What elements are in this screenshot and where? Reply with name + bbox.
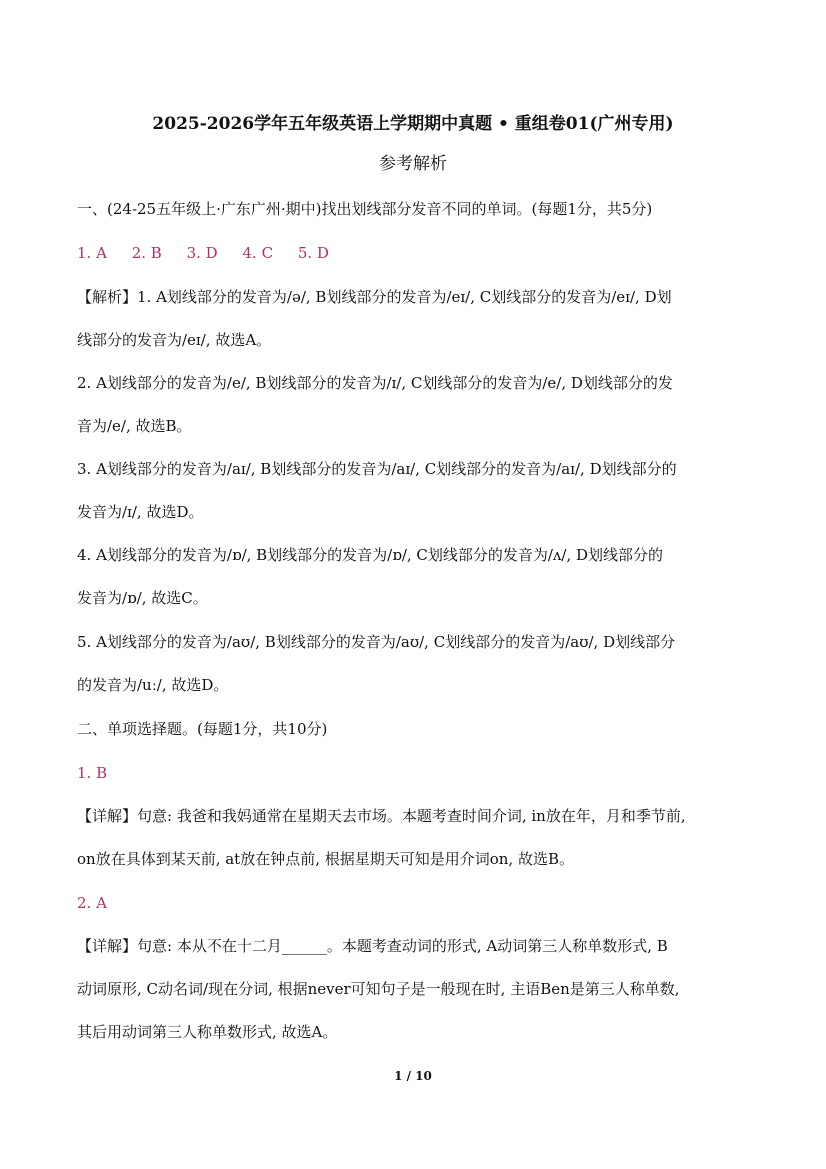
- q2-explanation-line: 其后用动词第三人称单数形式, 故选A。: [77, 1023, 338, 1041]
- section2-heading: 二、单项选择题。(每题1分，共10分): [77, 720, 328, 738]
- explanation-line: 4. A划线部分的发音为/ɒ/, B划线部分的发音为/ɒ/, C划线部分的发音为/ʌ/, D划线部分的: [77, 546, 664, 564]
- q2-answer: 2. A: [77, 894, 107, 912]
- explanation-line: 发音为/ɪ/, 故选D。: [77, 503, 204, 521]
- section1-heading: 一、(24-25五年级上·广东广州·期中)找出划线部分发音不同的单词。(每题1分，共5分): [77, 200, 653, 218]
- q1-explanation-line: 【详解】句意: 我爸和我妈通常在星期天去市场。本题考查时间介词, in放在年，月和季节前,: [77, 807, 686, 825]
- answer-2: 2. B: [131, 244, 162, 262]
- answer-5: 5. D: [297, 244, 329, 262]
- section1-answers: [77, 243, 786, 263]
- q2-explanation-line: 【详解】句意: 本从不在十二月______。本题考查动词的形式, A动词第三人称单数形式, B: [77, 937, 668, 955]
- page-number: 1 / 10: [394, 1069, 432, 1083]
- q1-answer: 1. B: [77, 764, 108, 782]
- answer-4: 4. C: [242, 244, 274, 262]
- answer-3: 3. D: [186, 244, 218, 262]
- q1-explanation-line: on放在具体到某天前, at放在钟点前, 根据星期天可知是用介词on, 故选B。: [77, 850, 574, 868]
- explanation-line: 线部分的发音为/eɪ/, 故选A。: [77, 331, 272, 349]
- explanation-line: 发音为/ɒ/, 故选C。: [77, 589, 208, 607]
- page-title: 2025-2026学年五年级英语上学期期中真题 • 重组卷01(广州专用): [152, 114, 674, 134]
- explanation-line: 【解析】1. A划线部分的发音为/ə/, B划线部分的发音为/eɪ/, C划线部分的发音为/eɪ/, D划: [77, 288, 672, 306]
- explanation-line: 的发音为/uː/, 故选D。: [77, 676, 229, 694]
- explanation-line: 3. A划线部分的发音为/aɪ/, B划线部分的发音为/aɪ/, C划线部分的发音为/aɪ/, D划线部分的: [77, 460, 677, 478]
- page-subtitle: 参考解析: [379, 154, 447, 174]
- explanation-line: 2. A划线部分的发音为/e/, B划线部分的发音为/ɪ/, C划线部分的发音为/e/, D划线部分的发: [77, 374, 673, 392]
- explanation-line: 5. A划线部分的发音为/aʊ/, B划线部分的发音为/aʊ/, C划线部分的发音为/aʊ/, D划线部分: [77, 633, 676, 651]
- explanation-line: 音为/e/, 故选B。: [77, 417, 192, 435]
- answer-1: 1. A: [77, 244, 107, 262]
- q2-explanation-line: 动词原形, C动名词/现在分词, 根据never可知句子是一般现在时, 主语Ben是第三人称单数,: [77, 980, 680, 998]
